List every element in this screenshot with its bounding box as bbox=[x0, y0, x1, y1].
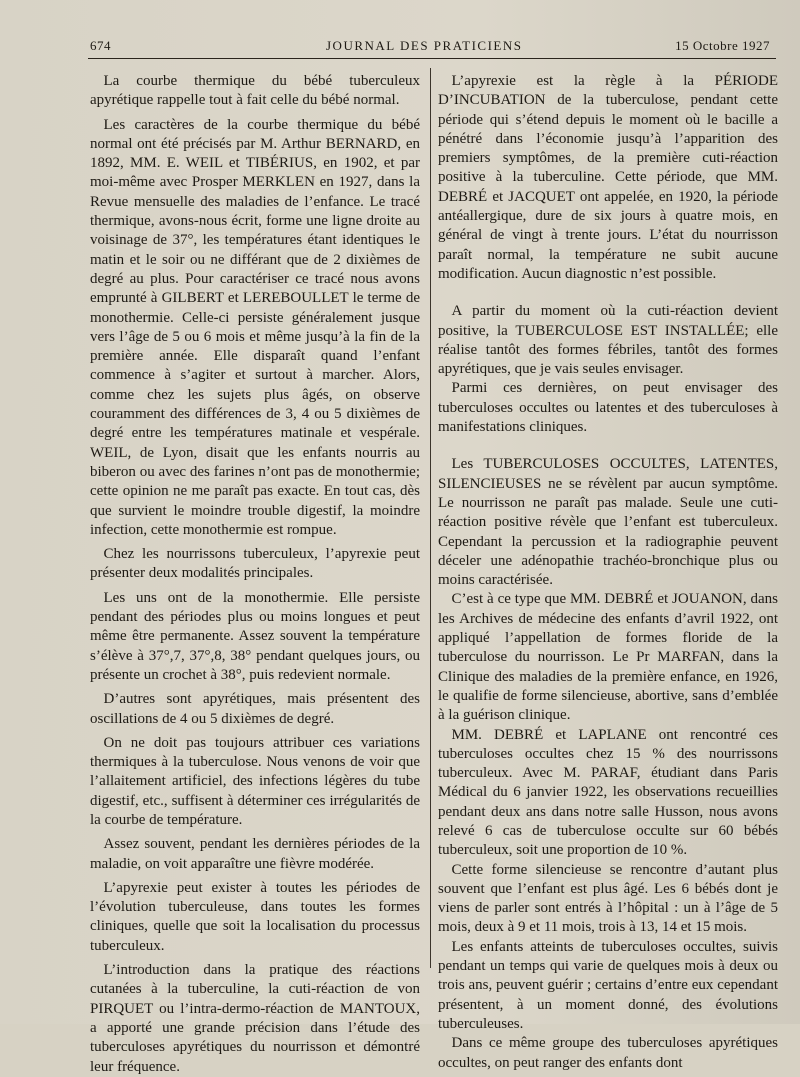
paragraph: D’autres sont apyrétiques, mais présentent des oscillations de 4 ou 5 dixièmes de degré. bbox=[90, 691, 420, 727]
left-column bbox=[90, 72, 420, 1075]
paragraph: Les TUBERCULOSES OCCULTES, LATENTES, SILENCIEUSES ne se révèlent par aucun symptôme. Le nourrisson ne paraît pas malade. Seule une cuti-réaction positive révèle que l’enfant est tuberculeux. Cependant la percussion et la radiographie peuvent déceler une adénopathie trachéo-bronchique plus ou moins caractérisée. bbox=[438, 456, 778, 589]
paragraph: Cette forme silencieuse se rencontre d’autant plus souvent que l’enfant est plus âgé. Les 6 bébés dont je viens de parler sont entrés à l’hôpital : un à l’âge de 5 mois, deux à 9 et 11 mois, trois à 13, 14 et 15 mois. bbox=[438, 861, 778, 936]
page-number: 674 bbox=[90, 38, 111, 53]
right-column bbox=[438, 72, 778, 1071]
paragraph: La courbe thermique du bébé tuberculeux apyrétique rappelle tout à fait celle du bébé normal. bbox=[90, 73, 420, 109]
paragraph: On ne doit pas toujours attribuer ces variations thermiques à la tuberculose. Nous venons de voir que l’allaitement artificiel, des infections légères du tube digestif, etc., suffisent à déterminer ces irrégularités de la courbe de température. bbox=[90, 734, 420, 828]
paragraph: Assez souvent, pendant les dernières périodes de la maladie, on voit apparaître une fièvre modérée. bbox=[90, 836, 420, 872]
paragraph: L’apyrexie peut exister à toutes les périodes de l’évolution tuberculeuse, dans toutes les formes cliniques, quelle que soit la localisation du processus tuberculeux. bbox=[90, 879, 420, 954]
paragraph: Les uns ont de la monothermie. Elle persiste pendant des périodes plus ou moins longues et peut même être permanente. Assez souvent la température s’élève à 37°,7, 37°,8, 38° pendant quelques jours, ou présente un crochet à 38°, puis redevient normale. bbox=[90, 589, 420, 683]
paragraph: Les caractères de la courbe thermique du bébé normal ont été précisés par M. Arthur BERNARD, en 1892, MM. E. WEIL et TIBÉRIUS, en 1902, et par moi-même avec Prosper MERKLEN en 1927, dans la Revue mensuelle des maladies de l’enfance. Le tracé thermique, avons-nous écrit, forme une ligne droite au voisinage de 37°, les températures étant identiques le matin et le soir ou ne différant que de 2 dixièmes de degré au plus. Pour caractériser ce tracé nous avons emprunté à GILBERT et LEREBOULLET le terme de monothermie. Celle-ci persiste généralement jusque vers l’âge de 5 ou 6 mois et même jusqu’à la fin de la première année. Elle disparaît quand l’enfant commence à s’agiter et surtout à marcher. Alors, comme chez les sujets plus âgés, on observe couramment des différences de 3, 4 ou 5 dixièmes de degré entre les températures matinale et vespérale. WEIL, de Lyon, disait que les enfants nourris au biberon ou avec des farines n’ont pas de monothermie; cette opinion ne me paraît pas exacte. En tout cas, dès que survient le moindre trouble digestif, la moindre infection, cette monothermie est rompue. bbox=[90, 116, 420, 538]
paragraph: L’introduction dans la pratique des réactions cutanées à la tuberculine, la cuti-réaction de von PIRQUET ou l’intra-dermo-réaction de MANTOUX, a apporté une grande précision dans l’étude des tuberculoses apyrétiques du nourrisson et démontré leur fréquence. bbox=[90, 962, 420, 1075]
paragraph: L’apyrexie est la règle à la PÉRIODE D’INCUBATION de la tuberculose, pendant cette période qui s’étend depuis le moment où le bacille a pénétré dans l’économie jusqu’à l’apparition des premiers symptômes, de la première cuti-réaction positive à la tuberculine. Cette période, que MM. DEBRÉ et JACQUET ont appelée, en 1920, la période antéallergique, dure de six jours à quatre mois, en général de vingt à trente jours. L’état du nourrisson paraît normal, la température ne subit aucune modification. Aucun diagnostic n’est possible. bbox=[438, 73, 778, 282]
paragraph: Parmi ces dernières, on peut envisager des tuberculoses occultes ou latentes et des tuberculoses à manifestations cliniques. bbox=[438, 380, 778, 436]
paragraph: C’est à ce type que MM. DEBRÉ et JOUANON, dans les Archives de médecine des enfants d’avril 1922, ont appliqué l’appellation de formes floride de la tuberculose du nourrisson. Le Pr MARFAN, dans la Clinique des maladies de la première enfance, en 1926, le qualifie de forme silencieuse, abortive, sans d’emblée à la guérison clinique. bbox=[438, 591, 778, 724]
journal-title: JOURNAL DES PRATICIENS bbox=[326, 38, 523, 53]
header-rule bbox=[88, 58, 776, 59]
paragraph: MM. DEBRÉ et LAPLANE ont rencontré ces tuberculoses occultes chez 15 % des nourrissons tuberculeux. Avec M. PARAF, étudiant dans Paris Médical du 6 janvier 1922, les observations recueillies pendant deux ans dans notre salle Husson, nous avons relevé 6 cas de tuberculose occulte sur 60 bébés tuberculeux, soit une proportion de 10 %. bbox=[438, 726, 778, 859]
issue-date: 15 Octobre 1927 bbox=[675, 38, 770, 53]
paragraph: Les enfants atteints de tuberculoses occultes, suivis pendant un temps qui varie de quelques mois à deux ou trois ans, peuvent guérir ; certains d’entre eux cependant présentent, à un moment donné, des évolutions tuberculeuses. bbox=[438, 938, 778, 1032]
paragraph: Dans ce même groupe des tuberculoses apyrétiques occultes, on peut ranger des enfants dont bbox=[438, 1035, 778, 1071]
paragraph: Chez les nourrissons tuberculeux, l’apyrexie peut présenter deux modalités principales. bbox=[90, 546, 420, 582]
column-divider bbox=[430, 68, 431, 968]
running-header bbox=[90, 38, 770, 56]
paragraph: A partir du moment où la cuti-réaction devient positive, la TUBERCULOSE EST INSTALLÉE; elle réalise tantôt des formes fébriles, tantôt des formes apyrétiques, que je vais seules envisager. bbox=[438, 303, 778, 378]
